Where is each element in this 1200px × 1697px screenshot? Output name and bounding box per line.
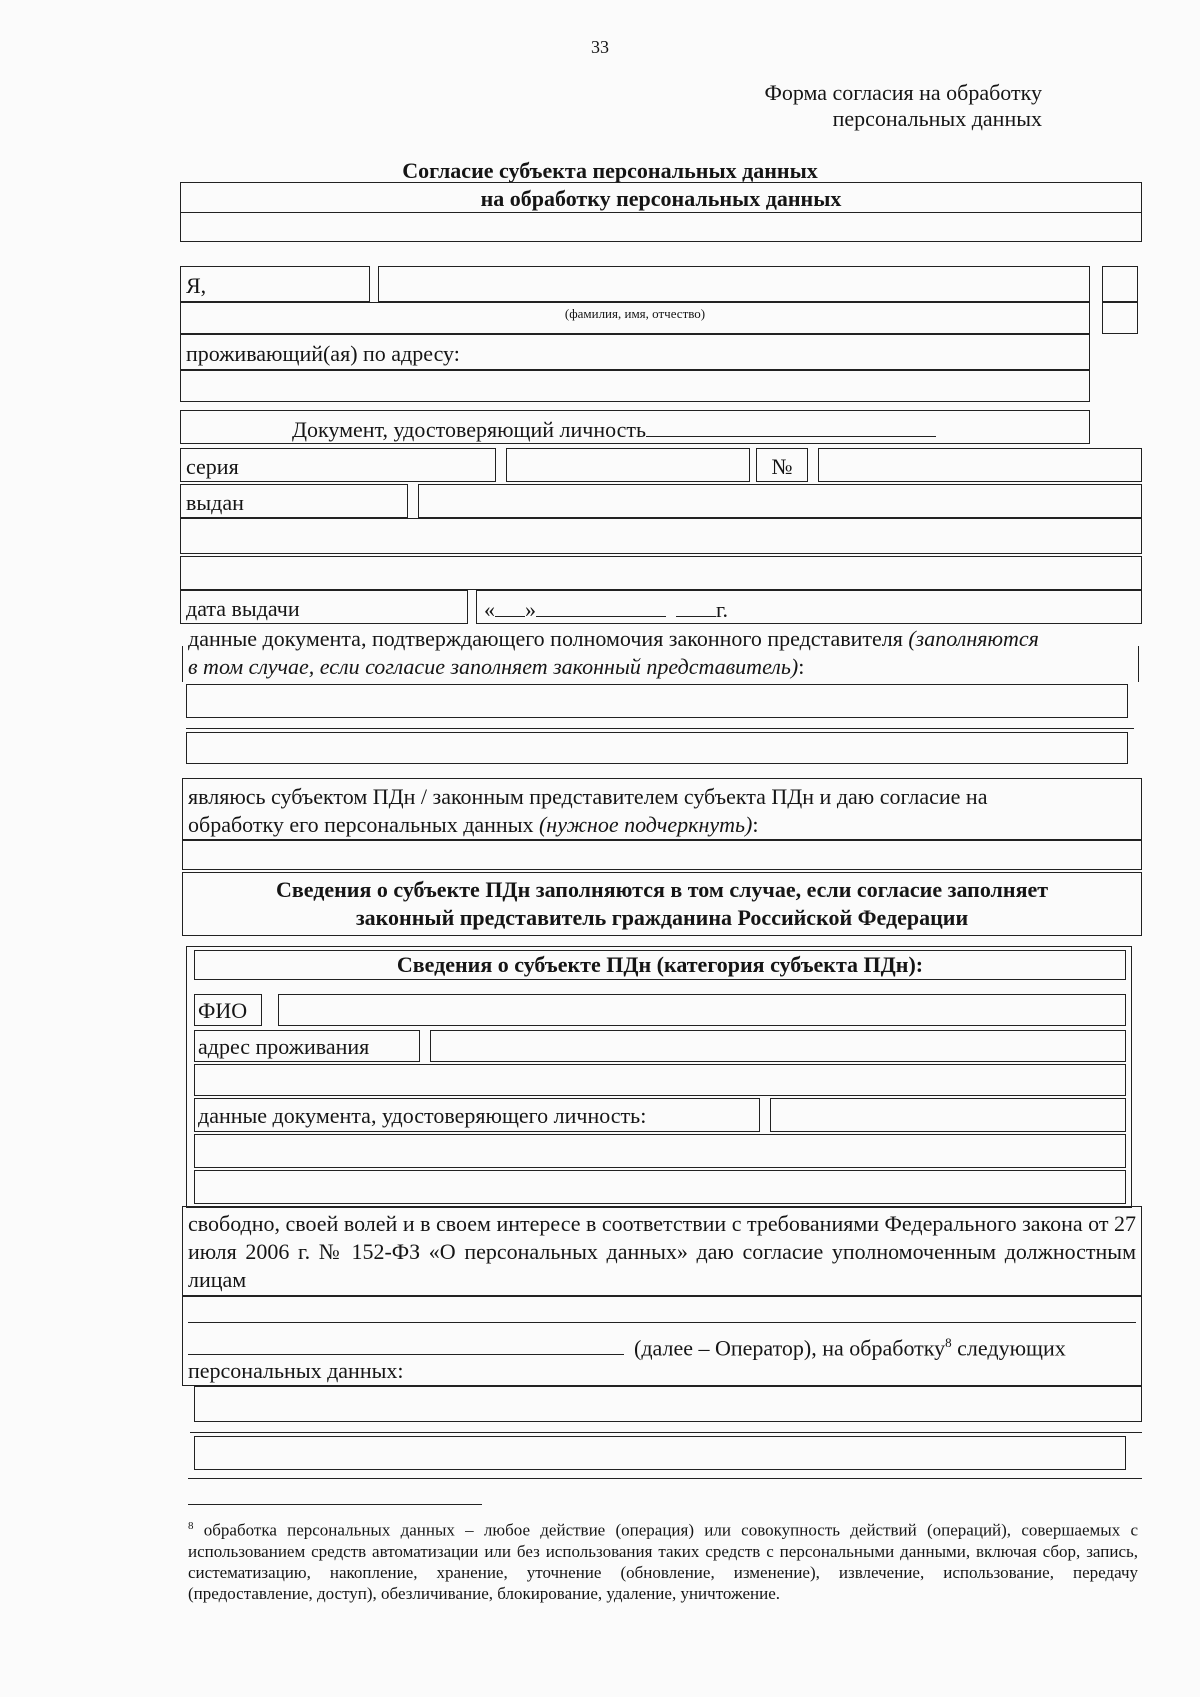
rep-doc-underline [186, 728, 1134, 729]
subject-statement-plain: обработку его персональных данных [188, 812, 534, 837]
date-year-line[interactable] [676, 596, 716, 617]
subject-doc-label: данные документа, удостоверяющего личность: [198, 1103, 647, 1128]
pd-input-1[interactable] [194, 1386, 1142, 1422]
issued-input-3[interactable] [180, 556, 1142, 590]
footnote [188, 1516, 1138, 1604]
subject-doc-input-2[interactable] [194, 1134, 1126, 1168]
issue-date-value [484, 596, 728, 623]
series-input[interactable] [506, 448, 750, 482]
id-document-text: Документ, удостоверяющий личность [292, 417, 647, 442]
rep-doc-right-border [1138, 646, 1139, 682]
pd-input-2[interactable] [194, 1436, 1126, 1470]
footnote-ref: 8 [945, 1335, 952, 1350]
year-suffix: г. [716, 597, 729, 622]
form-caption-line-2: персональных данных [832, 106, 1042, 131]
subject-statement-blank[interactable] [182, 840, 1142, 870]
rep-doc-input-2[interactable] [186, 732, 1128, 764]
title-line-2: на обработку персональных данных [480, 186, 842, 211]
pd-bottom-line[interactable] [188, 1478, 1142, 1479]
id-document-type-line[interactable] [646, 416, 936, 437]
side-box-1 [1102, 266, 1138, 302]
subject-address-label: адрес проживания [198, 1034, 370, 1059]
pd-line[interactable] [190, 1432, 1142, 1433]
date-close-quote: » [525, 597, 536, 622]
issue-date-label: дата выдачи [186, 596, 300, 621]
ya-label-box [180, 266, 370, 302]
number-input[interactable] [818, 448, 1142, 482]
fio-input[interactable] [378, 266, 1090, 302]
subject-address-input-2[interactable] [194, 1064, 1126, 1096]
subject-statement-colon: : [752, 812, 759, 837]
subject-doc-input-3[interactable] [194, 1170, 1126, 1204]
form-caption-line-1: Форма согласия на обработку [764, 80, 1042, 105]
ya-label: Я, [186, 273, 207, 298]
issued-input[interactable] [418, 484, 1142, 518]
operator-line-1[interactable] [188, 1322, 1136, 1323]
side-box-2 [1102, 302, 1138, 334]
date-open-quote: « [484, 597, 495, 622]
subject-statement-line-2 [188, 812, 759, 838]
rep-doc-line-2 [188, 654, 804, 680]
rep-doc-line-1 [188, 626, 1039, 652]
subject-address-input[interactable] [430, 1030, 1126, 1062]
operator-text-main: (далее – Оператор), на обработку [634, 1335, 946, 1361]
subject-statement-line-1: являюсь субъектом ПДн / законным представителем субъекта ПДн и даю согласие на [188, 784, 988, 809]
address-input[interactable] [180, 370, 1090, 402]
consent-text: свободно, своей волей и в своем интересе в соответствии с требованиями Федерального закона от 27 июля 2006 г. № 152-ФЗ «О персональных данных» даю согласие уполномоченным должностным лицам [188, 1211, 1136, 1292]
footnote-text: обработка персональных данных – любое действие (операция) или совокупность действий (операций), совершаемых с использованием средств автоматизации или без использования таких средств с персональными данными, включая сбор, запись, систематизацию, накопление, хранение, уточнение (обновление, изменение), извлечение, использование, передачу (предоставление, доступ), обезличивание, блокирование, удаление, уничтожение. [188, 1520, 1138, 1603]
number-sign: № [771, 454, 793, 479]
subject-info-header: Сведения о субъекте ПДн (категория субъекта ПДн): [396, 952, 924, 977]
rep-doc-input-1[interactable] [186, 684, 1128, 718]
address-label: проживающий(ая) по адресу: [186, 341, 460, 366]
subject-fio-input[interactable] [278, 994, 1126, 1026]
operator-text [634, 1330, 1066, 1361]
issued-input-2[interactable] [180, 518, 1142, 554]
title-divider [180, 212, 1142, 213]
issued-label: выдан [186, 490, 244, 515]
date-month-line[interactable] [536, 596, 666, 617]
id-document-label [292, 416, 936, 443]
date-day-line[interactable] [495, 596, 525, 617]
subject-statement-italic: (нужное подчеркнуть) [538, 812, 753, 837]
operator-text-tail: следующих [957, 1335, 1066, 1361]
footnote-separator [188, 1504, 482, 1505]
notice-line-2: законный представитель гражданина Российской Федерации [355, 905, 969, 930]
subject-fio-label: ФИО [198, 998, 248, 1023]
fio-hint: (фамилия, имя, отчество) [564, 306, 706, 321]
footnote-mark: 8 [188, 1520, 194, 1532]
subject-doc-input[interactable] [770, 1098, 1126, 1132]
title-line-1: Согласие субъекта персональных данных [402, 158, 818, 183]
rep-doc-plain: данные документа, подтверждающего полномочия законного представителя [188, 626, 903, 651]
operator-line-2[interactable] [188, 1354, 624, 1355]
rep-doc-colon: : [798, 654, 805, 679]
rep-doc-italic-1: (заполняются [908, 626, 1039, 651]
pd-label: персональных данных: [188, 1358, 404, 1383]
rep-doc-left-border [182, 646, 183, 682]
page-number: 33 [591, 37, 609, 57]
notice-line-1: Сведения о субъекте ПДн заполняются в том случае, если согласие заполняет [275, 877, 1049, 902]
rep-doc-italic-2: в том случае, если согласие заполняет законный представитель) [188, 654, 799, 679]
series-label: серия [186, 454, 239, 479]
